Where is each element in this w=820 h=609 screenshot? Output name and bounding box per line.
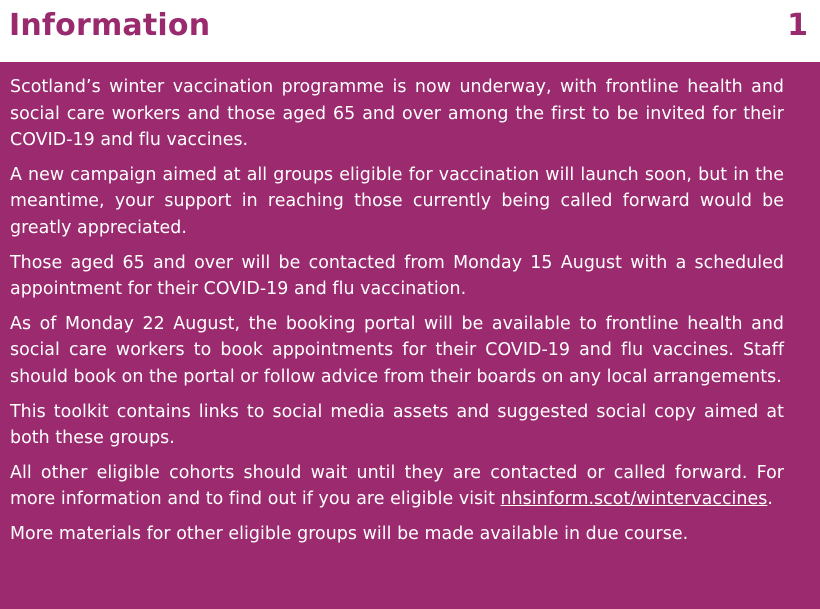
paragraph-toolkit: This toolkit contains links to social media assets and suggested social copy aimed at both these groups. xyxy=(10,401,784,449)
page-number: 1 xyxy=(787,8,808,43)
page-header xyxy=(0,0,820,62)
paragraph-programme-underway: Scotland’s winter vaccination programme is now underway, with frontline health and social care workers and those aged 65 and over among the first to be invited for their COVID-19 and flu vaccines. xyxy=(10,77,784,151)
paragraph-aged-65: Those aged 65 and over will be contacted from Monday 15 August with a scheduled appointment for their COVID-19 and flu vaccination. xyxy=(10,252,784,300)
paragraph-other-cohorts xyxy=(10,460,784,513)
information-panel xyxy=(0,62,820,609)
other-cohorts-end: . xyxy=(767,489,773,510)
other-cohorts-text: All other eligible cohorts should wait until they are contacted or called forward. For more information and to find out if you are eligible visit xyxy=(10,462,784,510)
paragraph-booking-portal: As of Monday 22 August, the booking portal will be available to frontline health and social care workers to book appointments for their COVID-19 and flu vaccines. Staff should book on the portal or follow advice from their boards on any local arrangements. xyxy=(10,313,784,387)
paragraph-more-materials: More materials for other eligible groups will be made available in due course. xyxy=(10,523,689,544)
paragraph-new-campaign: A new campaign aimed at all groups eligible for vaccination will launch soon, but in the meantime, your support in reaching those currently being called forward would be greatly appreciated. xyxy=(10,164,784,238)
nhsinform-link[interactable]: nhsinform.scot/wintervaccines xyxy=(500,489,768,510)
page-title: Information xyxy=(9,8,211,43)
